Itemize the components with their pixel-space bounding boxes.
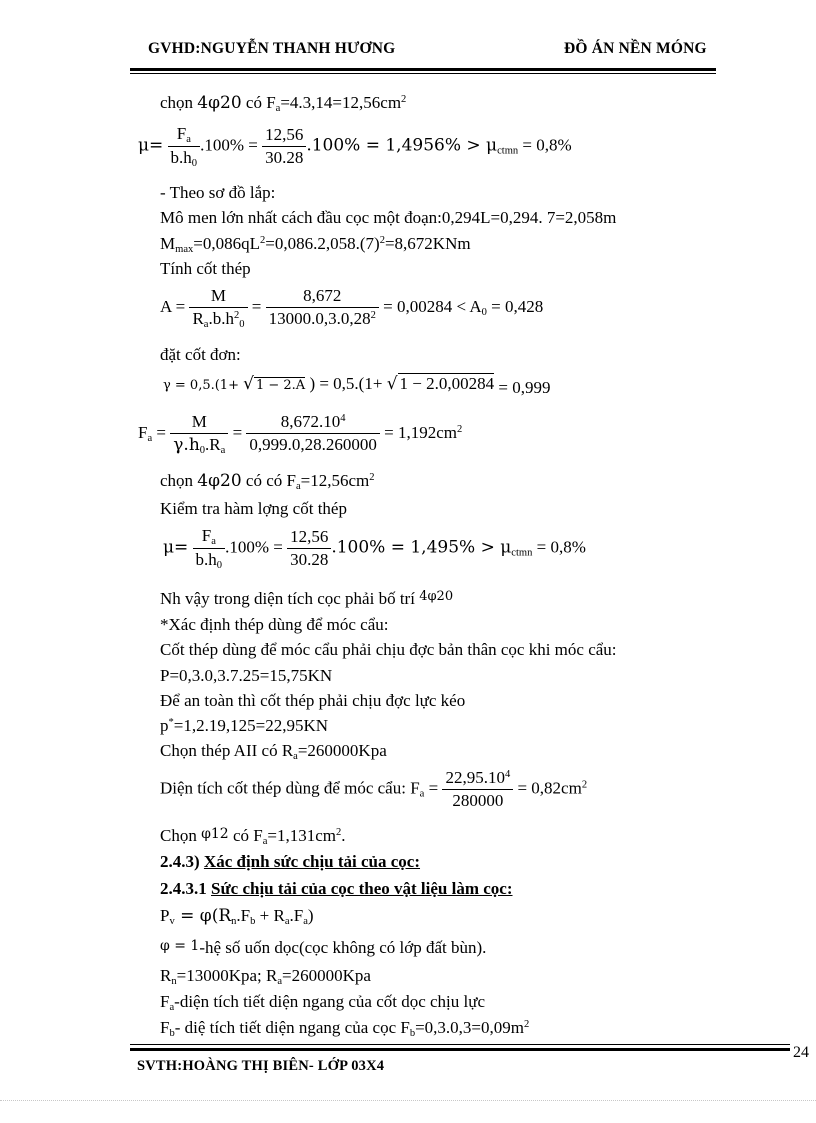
heading-bearing-capacity: 2.4.3) Xác định sức chịu tải của cọc: [160,852,421,871]
formula-lifting-area: Diện tích cốt thép dùng để móc cẩu: Fa = $\frac{22,95.10^4}{280000}$ = $0,82cm^2$ [160,768,588,810]
footer-student: SVTH:HOÀNG THỊ BIÊN- LỚP 03X4 [137,1058,385,1074]
line-lifting-steel-desc: Cốt thép dùng để móc cẩu phải chịu đợc bản thân cọc khi móc cẩu: [160,640,617,659]
line-layout-diagram: - Theo sơ đồ lắp: [160,183,276,202]
line-fb-definition: Fb- diệ tích tiết diện ngang của cọc $Fb=0,3.0,3=0,09m^2$ [160,1018,530,1039]
formula-pv: Pv = φ(Rn.Fb + Ra.Fa) [160,906,314,927]
line-strengths: Rn=13000Kpa; Ra=260000Kpa [160,966,371,987]
formula-mu-2: μ= $\frac{Fa}{b.h0}$ .100% = $\frac{12,56}{30.28}$ .100% = 1,495% > μctmn = 0,8% [163,526,586,571]
line-compute-steel: Tính cốt thép [160,259,251,278]
line-arrangement: Nh vậy trong diện tích cọc phải bố trí $^{4\varphi 20}$ [160,589,454,608]
line-check-ratio: Kiểm tra hàm lợng cốt thép [160,499,347,518]
line-lifting-steel-title: *Xác định thép dùng để móc cẩu: [160,615,389,634]
page-number: 24 [793,1044,809,1061]
line-tension-force: p*=1,2.19,125=22,95KN [160,716,328,735]
line-self-weight: P=0,3.0,3.7.25=15,75KN [160,666,333,685]
formula-mu-1: μ= $\frac{Fa}{b.h0}$ .100% = $\frac{12,56}{30.28}$ .100% = 1,4956% > μctmn = 0,8% [138,124,572,169]
line-max-moment-position: Mô men lớn nhất cách đầu cọc một đoạn:0,294L=0,294. 7=2,058m [160,208,617,227]
line-single-reinforcement: đặt cốt đơn: [160,345,241,364]
footer-rule-thick [130,1048,790,1051]
formula-gamma: γ = 0,5.(1+ √ 1 − 2.A ) = 0,5.(1+ √ 1 − 2.0,00284 = 0,999 [163,374,551,397]
footer-rule-thin [130,1044,790,1045]
line-safety: Để an toàn thì cốt thép phải chịu đợc lực kéo [160,691,466,710]
formula-A: A = $\frac{M}{Ra.b.h^20}$ = $\frac{8,672}{13000.0,3.0,28^2}$ = 0,00284 < A0 = 0,428 [160,286,544,330]
line-max-moment: $Mmax=0,086qL^2=0,086.2,058.(7)^2=8,672KNm$ [160,234,471,255]
header-rule-thin [130,73,716,74]
line-buckling-coef: φ = 1-hệ số uốn dọc(cọc không có lớp đất bùn). [160,938,487,957]
header-rule-thick [130,68,716,71]
line-choose-phi12: Chọn φ12 có $Fa=1,131cm^2$. [160,826,346,847]
line-steel-grade: Chọn thép AII có Ra=260000Kpa [160,741,387,762]
line-choose-steel-2: chọn 4φ20 có có $Fa=12,56cm^2$ [160,471,375,492]
heading-material-capacity: 2.4.3.1 Sức chịu tải của cọc theo vật liệu làm cọc: [160,879,513,898]
formula-Fa: Fa = $\frac{M}{\gamma.h0.Ra}$ = $\frac{8,672.10^4}{0,999.0,28.260000}$ = $1,192cm^2$ [138,412,463,456]
page-bottom-dotted-edge [0,1100,816,1102]
line-fa-definition: Fa-diện tích tiết diện ngang của cốt dọc chịu lực [160,992,486,1013]
header-project-title: ĐỒ ÁN NỀN MÓNG [564,40,707,57]
header-advisor: GVHD:NGUYỄN THANH HƯƠNG [148,40,396,57]
line-choose-steel-1: chọn 4φ20 có $Fa=4.3,14=12,56cm^2$ [160,93,407,114]
